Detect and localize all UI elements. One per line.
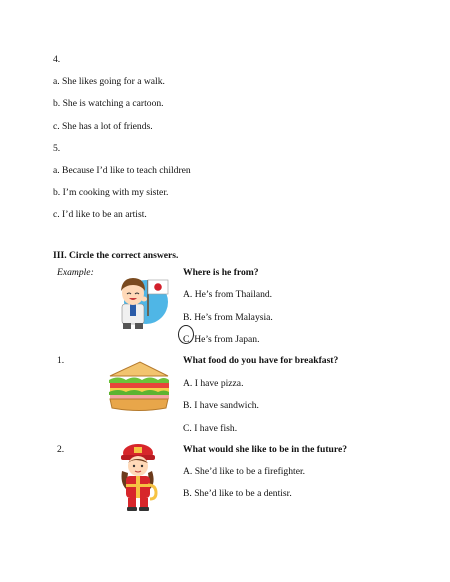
girl-firefighter-image bbox=[114, 443, 162, 513]
item2-option-a: A. She’d like to be a firefighter. bbox=[183, 466, 306, 477]
q4-number: 4. bbox=[53, 54, 61, 65]
example-label: Example: bbox=[57, 267, 94, 278]
item1-option-b: B. I have sandwich. bbox=[183, 400, 259, 411]
q4-option-c: c. She has a lot of friends. bbox=[53, 121, 153, 132]
q4-option-b: b. She is watching a cartoon. bbox=[53, 98, 164, 109]
q5-number: 5. bbox=[53, 143, 61, 154]
example-option-a: A. He’s from Thailand. bbox=[183, 289, 273, 300]
item1-option-a: A. I have pizza. bbox=[183, 378, 244, 389]
item2-question: What would she like to be in the future? bbox=[183, 444, 347, 455]
item1-option-c: C. I have fish. bbox=[183, 423, 238, 434]
sandwich-image bbox=[106, 358, 172, 414]
example-question: Where is he from? bbox=[183, 267, 259, 278]
example-option-b: B. He’s from Malaysia. bbox=[183, 312, 273, 323]
example-option-c: C. He’s from Japan. bbox=[183, 334, 260, 345]
item2-option-b: B. She’d like to be a dentisr. bbox=[183, 488, 292, 499]
q5-option-b: b. I’m cooking with my sister. bbox=[53, 187, 169, 198]
section-heading: III. Circle the correct answers. bbox=[53, 250, 179, 261]
q4-option-a: a. She likes going for a walk. bbox=[53, 76, 165, 87]
q5-option-a: a. Because I’d like to teach children bbox=[53, 165, 191, 176]
item2-number: 2. bbox=[57, 444, 65, 455]
boy-with-flag-image bbox=[108, 268, 174, 334]
q5-option-c: c. I’d like to be an artist. bbox=[53, 209, 147, 220]
item1-question: What food do you have for breakfast? bbox=[183, 355, 339, 366]
answer-circle-mark bbox=[178, 325, 194, 344]
item1-number: 1. bbox=[57, 355, 65, 366]
